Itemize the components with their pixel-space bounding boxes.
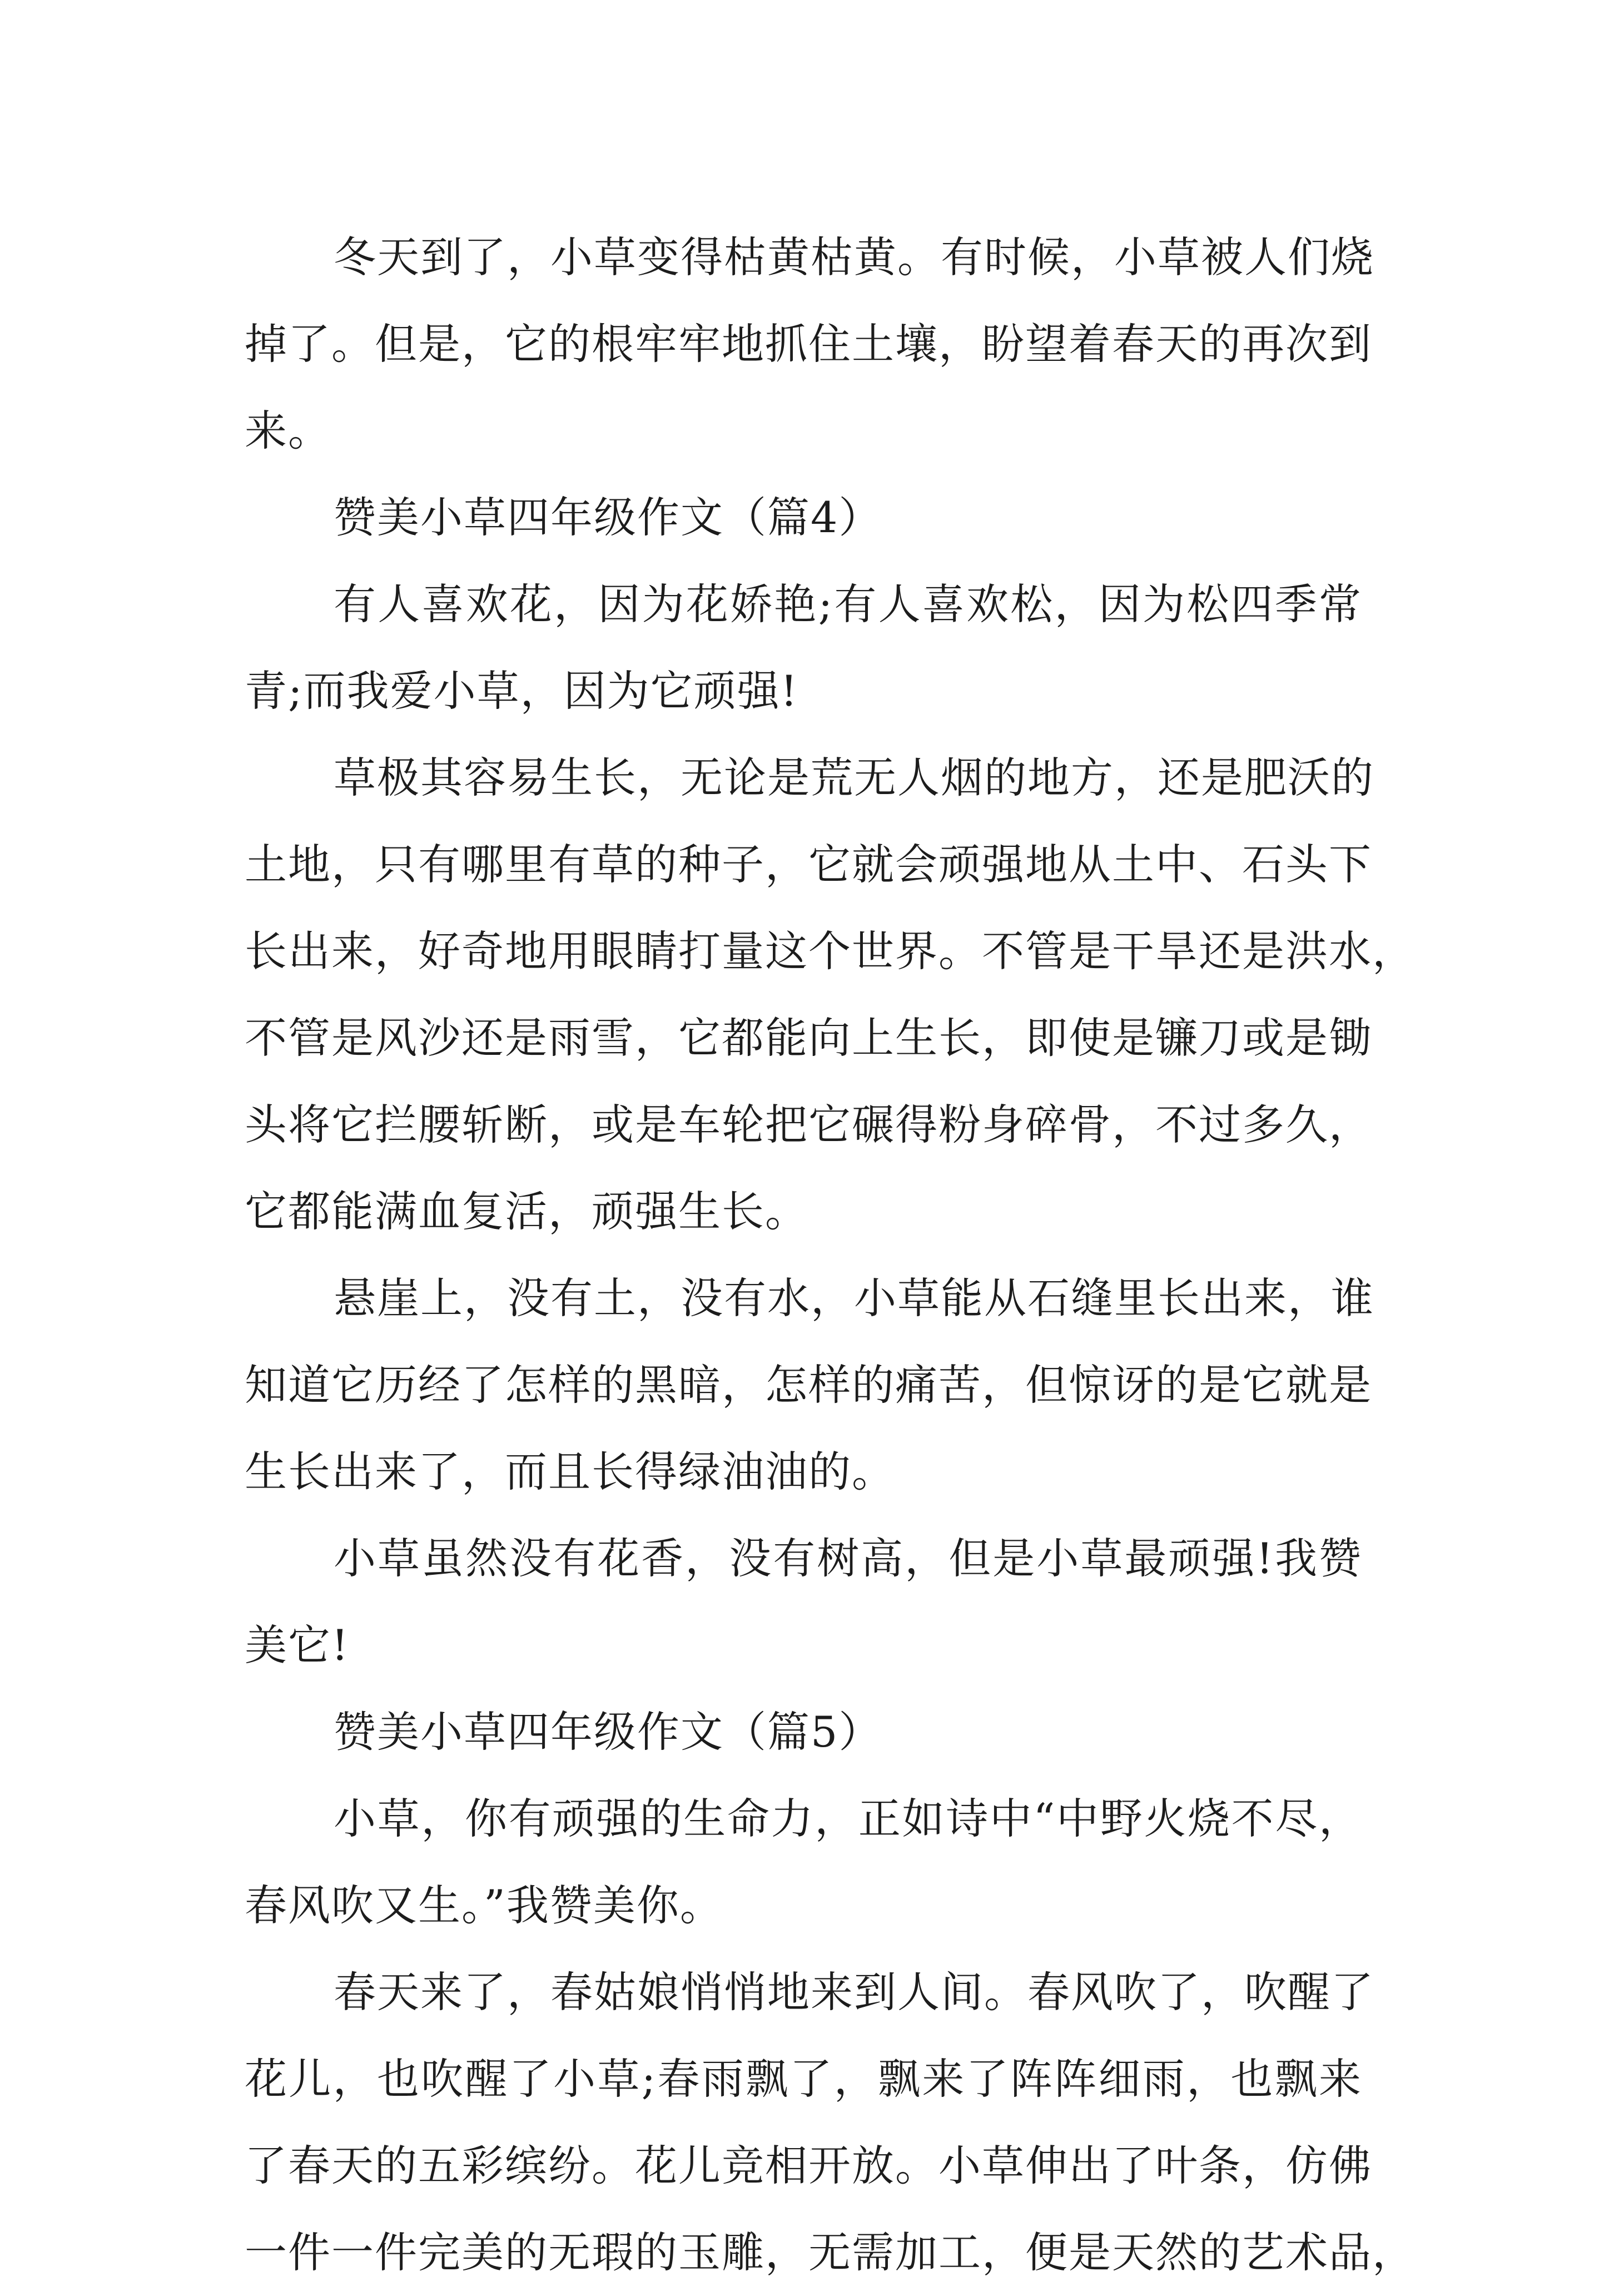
text-line: 一件一件完美的无瑕的玉雕，无需加工，便是天然的艺术品， [245,2228,1416,2277]
text-line: 不管是风沙还是雨雪，它都能向上生长，即使是镰刀或是锄 [245,1013,1372,1063]
essay-heading-4 [245,474,1362,561]
paragraph-intro-4 [245,561,1362,735]
text-line: 美它! [245,1620,350,1670]
text-line: 小草虽然没有花香，没有树高，但是小草最顽强!我赞 [334,1534,1362,1583]
paragraph-growth [245,735,1416,1255]
text-line: 了春天的五彩缤纷。花儿竞相开放。小草伸出了叶条，仿佛 [245,2141,1372,2190]
text-line: 春风吹又生。”我赞美你。 [245,1881,723,1930]
heading-text: 赞美小草四年级作文（篇4） [334,493,882,542]
text-line: 它都能满血复活，顽强生长。 [245,1187,808,1236]
essay-heading-5 [245,1689,1362,1776]
text-line: 春天来了，春姑娘悄悄地来到人间。春风吹了，吹醒了 [334,1967,1374,2017]
text-line: 知道它历经了怎样的黑暗，怎样的痛苦，但惊讶的是它就是 [245,1360,1372,1410]
paragraph-cliff [245,1255,1374,1515]
text-line: 青;而我爱小草，因为它顽强! [245,666,799,716]
text-line: 掉了。但是，它的根牢牢地抓住土壤，盼望着春天的再次到 [245,319,1372,369]
text-line: 长出来，好奇地用眼睛打量这个世界。不管是干旱还是洪水， [245,926,1416,976]
text-line: 来。 [245,406,331,455]
paragraph-poem [245,1776,1362,1949]
heading-text: 赞美小草四年级作文（篇5） [334,1707,882,1757]
text-line: 悬崖上，没有土，没有水，小草能从石缝里长出来，谁 [334,1273,1374,1323]
paragraph-spring [245,1949,1416,2296]
text-line: 冬天到了，小草变得枯黄枯黄。有时候，小草被人们烧 [334,232,1374,282]
text-line: 土地，只有哪里有草的种子，它就会顽强地从土中、石头下 [245,840,1372,889]
paragraph-winter [245,214,1374,474]
paragraph-praise [245,1515,1362,1689]
text-line: 生长出来了，而且长得绿油油的。 [245,1447,895,1496]
document-body [245,214,1416,2296]
text-line: 头将它拦腰斩断，或是车轮把它碾得粉身碎骨，不过多久， [245,1100,1372,1149]
text-line: 有人喜欢花，因为花娇艳;有人喜欢松，因为松四季常 [334,579,1362,629]
text-line: 花儿，也吹醒了小草;春雨飘了，飘来了阵阵细雨，也飘来 [245,2054,1362,2104]
text-line: 小草，你有顽强的生命力，正如诗中“中野火烧不尽， [334,1794,1362,1843]
text-line: 草极其容易生长，无论是荒无人烟的地方，还是肥沃的 [334,753,1374,802]
